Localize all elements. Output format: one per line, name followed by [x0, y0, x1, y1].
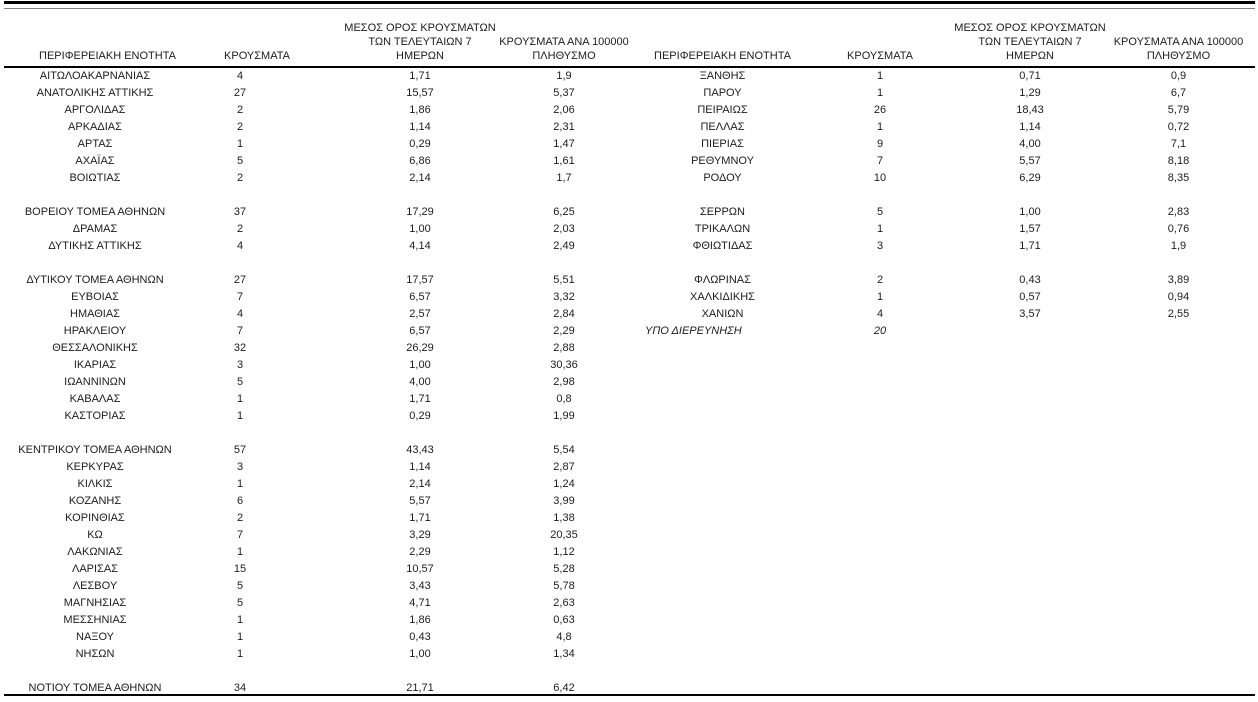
per100k-cell: 5,51: [553, 274, 575, 286]
cases-cell: 1: [876, 223, 884, 235]
avg7-cell: [295, 187, 545, 204]
avg7-cell: 2,14: [409, 478, 431, 490]
avg7-cell: 1,71: [409, 70, 431, 82]
region-cell: ΙΚΑΡΙΑΣ: [73, 359, 117, 371]
per100k-cell: [545, 663, 628, 680]
per100k-cell: 2,88: [553, 342, 575, 354]
per100k-cell: 2,63: [553, 597, 575, 609]
cases-cell: 4: [236, 70, 244, 82]
per100k-cell: 5,37: [553, 87, 575, 99]
region-cell: ΜΑΓΝΗΣΙΑΣ: [63, 597, 127, 609]
per100k-cell: [1100, 255, 1257, 272]
avg7-cell: 18,43: [1016, 104, 1044, 116]
cases-cell: 7: [236, 325, 244, 337]
cases-cell: [800, 255, 960, 272]
per100k-cell: [545, 255, 628, 272]
per100k-cell: 2,29: [553, 325, 575, 337]
cases-cell: 6: [236, 495, 244, 507]
region-cell: ΡΟΔΟΥ: [703, 172, 742, 184]
cases-cell: 5: [236, 155, 244, 167]
per100k-cell: 0,8: [556, 393, 572, 405]
cases-cell: [185, 187, 295, 204]
region-cell: ΑΙΤΩΛΟΑΚΑΡΝΑΝΙΑΣ: [39, 70, 151, 82]
per100k-cell: 8,18: [1167, 155, 1190, 167]
avg7-cell: 2,29: [409, 546, 431, 558]
per100k-cell: 1,24: [553, 478, 575, 490]
avg7-cell: 0,43: [1019, 274, 1041, 286]
table-row: [645, 238, 1257, 255]
per100k-cell: 1,12: [553, 546, 575, 558]
cases-cell: 7: [876, 155, 884, 167]
column-header-cases: ΚΡΟΥΣΜΑΤΑ: [847, 50, 913, 62]
region-cell: ΥΠΟ ΔΙΕΡΕΥΝΗΣΗ: [645, 325, 742, 337]
cases-cell: 20: [873, 325, 887, 337]
per100k-cell: 20,35: [550, 529, 578, 541]
table-row: [5, 221, 628, 238]
avg7-cell: 1,86: [409, 104, 431, 116]
spacer-row: [645, 255, 1257, 272]
avg7-cell: [295, 255, 545, 272]
table-row: [5, 612, 628, 629]
table-row: [5, 527, 628, 544]
avg7-cell: 4,14: [409, 240, 431, 252]
table-row: [5, 374, 628, 391]
left-table-body: [5, 68, 628, 697]
per100k-cell: 1,99: [553, 410, 575, 422]
per100k-cell: 4,8: [556, 631, 572, 643]
cases-cell: 1: [876, 291, 884, 303]
per100k-cell: 3,89: [1167, 274, 1190, 286]
region-cell: ΚΟΖΑΝΗΣ: [68, 495, 122, 507]
cases-cell: 3: [876, 240, 884, 252]
table-row: [5, 476, 628, 493]
spacer-row: [645, 187, 1257, 204]
cases-cell: 4: [236, 308, 244, 320]
region-cell: ΛΕΣΒΟΥ: [72, 580, 118, 592]
region-cell: ΣΕΡΡΩΝ: [700, 206, 745, 218]
per100k-cell: 2,55: [1167, 308, 1190, 320]
avg7-cell: 1,71: [1019, 240, 1041, 252]
per100k-cell: 8,35: [1167, 172, 1190, 184]
region-cell: ΤΡΙΚΑΛΩΝ: [694, 223, 751, 235]
cases-cell: 37: [233, 206, 247, 218]
column-header-cases: ΚΡΟΥΣΜΑΤΑ: [224, 50, 290, 62]
per100k-cell: 3,99: [553, 495, 575, 507]
avg7-cell: [960, 187, 1100, 204]
region-cell: ΔΥΤΙΚΗΣ ΑΤΤΙΚΗΣ: [48, 240, 142, 252]
avg7-cell: 6,29: [1019, 172, 1041, 184]
table-row: [645, 119, 1257, 136]
avg7-cell: 5,57: [409, 495, 431, 507]
region-cell: ΑΝΑΤΟΛΙΚΗΣ ΑΤΤΙΚΗΣ: [36, 87, 154, 99]
per100k-cell: 0,63: [553, 614, 575, 626]
region-cell: ΕΥΒΟΙΑΣ: [71, 291, 119, 303]
avg7-cell: 0,57: [1019, 291, 1041, 303]
region-cell: ΛΑΚΩΝΙΑΣ: [67, 546, 123, 558]
avg7-cell: 17,57: [406, 274, 434, 286]
cases-cell: 1: [236, 138, 244, 150]
table-row: [5, 595, 628, 612]
column-header-region: ΠΕΡΙΦΕΡΕΙΑΚΗ ΕΝΟΤΗΤΑ: [39, 50, 176, 62]
avg7-cell: 1,14: [409, 461, 431, 473]
avg7-cell: 2,14: [409, 172, 431, 184]
cases-cell: 5: [236, 580, 244, 592]
region-cell: ΛΑΡΙΣΑΣ: [71, 563, 118, 575]
table-row: [5, 68, 628, 85]
per100k-cell: 6,42: [553, 682, 575, 694]
avg7-cell: [960, 255, 1100, 272]
table-row: [645, 68, 1257, 85]
cases-cell: 10: [873, 172, 887, 184]
avg7-cell: 10,57: [406, 563, 434, 575]
per100k-cell: 1,34: [553, 648, 575, 660]
per100k-cell: 6,25: [553, 206, 575, 218]
per100k-cell: 1,61: [553, 155, 575, 167]
region-cell: ΚΙΛΚΙΣ: [77, 478, 113, 490]
avg7-cell: 0,29: [409, 138, 431, 150]
region-cell: ΜΕΣΣΗΝΙΑΣ: [63, 614, 127, 626]
right-table-body: [645, 68, 1257, 340]
region-cell: ΠΙΕΡΙΑΣ: [701, 138, 744, 150]
avg7-cell: 0,71: [1019, 70, 1041, 82]
region-cell: ΑΡΤΑΣ: [77, 138, 113, 150]
table-row: [5, 510, 628, 527]
avg7-cell: 1,00: [409, 648, 431, 660]
cases-cell: [185, 425, 295, 442]
per100k-cell: 5,78: [553, 580, 575, 592]
region-cell: [5, 663, 185, 680]
avg7-cell: 26,29: [406, 342, 434, 354]
per100k-cell: 5,79: [1167, 104, 1190, 116]
region-cell: ΗΡΑΚΛΕΙΟΥ: [63, 325, 127, 337]
region-cell: ΙΩΑΝΝΙΝΩΝ: [64, 376, 126, 388]
column-header-per100k: ΚΡΟΥΣΜΑΤΑ ΑΝΑ 100000 ΠΛΗΘΥΣΜΟ: [1113, 36, 1244, 62]
cases-cell: 9: [876, 138, 884, 150]
table-row: [645, 136, 1257, 153]
region-cell: ΠΕΙΡΑΙΩΣ: [697, 104, 748, 116]
table-row: [5, 629, 628, 646]
region-cell: [5, 425, 185, 442]
table-row: [645, 323, 1257, 340]
region-cell: ΗΜΑΘΙΑΣ: [70, 308, 120, 320]
avg7-cell: 1,00: [1019, 206, 1041, 218]
cases-cell: 1: [236, 631, 244, 643]
table-row: [645, 306, 1257, 323]
per100k-cell: 5,28: [553, 563, 575, 575]
per100k-cell: [545, 425, 628, 442]
cases-cell: 7: [236, 529, 244, 541]
region-cell: ΔΥΤΙΚΟΥ ΤΟΜΕΑ ΑΘΗΝΩΝ: [26, 274, 164, 286]
region-cell: ΠΑΡΟΥ: [703, 87, 742, 99]
cases-cell: 34: [233, 682, 247, 694]
region-cell: ΦΘΙΩΤΙΔΑΣ: [692, 240, 753, 252]
table-row: [5, 170, 628, 187]
table-row: [645, 170, 1257, 187]
table-row: [5, 340, 628, 357]
per100k-cell: 6,7: [1170, 87, 1187, 99]
avg7-cell: 3,57: [1019, 308, 1041, 320]
avg7-cell: 1,00: [409, 223, 431, 235]
cases-cell: [185, 663, 295, 680]
per100k-cell: 1,9: [1170, 240, 1187, 252]
cases-cell: [185, 255, 295, 272]
avg7-cell: 3,29: [409, 529, 431, 541]
per100k-cell: 1,47: [553, 138, 575, 150]
region-cell: ΡΕΘΥΜΝΟΥ: [691, 155, 754, 167]
avg7-cell: 21,71: [406, 682, 434, 694]
cases-cell: 7: [236, 291, 244, 303]
avg7-cell: 1,29: [1019, 87, 1041, 99]
table-row: [5, 442, 628, 459]
table-row: [645, 221, 1257, 238]
cases-cell: 2: [876, 274, 884, 286]
per100k-cell: 5,54: [553, 444, 575, 456]
per100k-cell: 2,06: [553, 104, 575, 116]
column-header-avg7: ΜΕΣΟΣ ΟΡΟΣ ΚΡΟΥΣΜΑΤΩΝ ΤΩΝ ΤΕΛΕΥΤΑΙΩΝ 7 ΗΜΕΡΩΝ: [954, 22, 1106, 62]
per100k-cell: 30,36: [550, 359, 578, 371]
table-row: [5, 391, 628, 408]
spacer-row: [5, 255, 628, 272]
per100k-cell: [1100, 323, 1257, 340]
avg7-cell: 1,86: [409, 614, 431, 626]
cases-cell: 3: [236, 359, 244, 371]
region-cell: ΔΡΑΜΑΣ: [72, 223, 118, 235]
avg7-cell: 4,00: [409, 376, 431, 388]
avg7-cell: [960, 323, 1100, 340]
table-row: [645, 272, 1257, 289]
cases-cell: 2: [236, 121, 244, 133]
cases-cell: 1: [236, 546, 244, 558]
cases-table-right: [645, 0, 1257, 340]
region-cell: ΒΟΡΕΙΟΥ ΤΟΜΕΑ ΑΘΗΝΩΝ: [24, 206, 166, 218]
avg7-cell: 6,57: [409, 325, 431, 337]
per100k-cell: 0,94: [1167, 291, 1190, 303]
column-header-per100k: ΚΡΟΥΣΜΑΤΑ ΑΝΑ 100000 ΠΛΗΘΥΣΜΟ: [499, 36, 629, 62]
avg7-cell: 5,57: [1019, 155, 1041, 167]
table-row: [5, 408, 628, 425]
cases-cell: 1: [236, 410, 244, 422]
avg7-cell: 3,43: [409, 580, 431, 592]
region-cell: ΑΧΑΪΑΣ: [75, 155, 115, 167]
avg7-cell: 4,00: [1019, 138, 1041, 150]
spacer-row: [5, 663, 628, 680]
cases-cell: 2: [236, 512, 244, 524]
cases-cell: 15: [233, 563, 247, 575]
region-cell: ΚΑΒΑΛΑΣ: [69, 393, 121, 405]
per100k-cell: 3,32: [553, 291, 575, 303]
table-row: [5, 357, 628, 374]
region-cell: ΦΛΩΡΙΝΑΣ: [694, 274, 751, 286]
cases-cell: 2: [236, 104, 244, 116]
table-row: [5, 136, 628, 153]
per100k-cell: 1,7: [556, 172, 572, 184]
table-row: [5, 578, 628, 595]
cases-cell: 26: [873, 104, 887, 116]
avg7-cell: 1,00: [409, 359, 431, 371]
region-cell: ΑΡΚΑΔΙΑΣ: [68, 121, 122, 133]
table-row: [5, 204, 628, 221]
avg7-cell: 15,57: [406, 87, 434, 99]
per100k-cell: 2,03: [553, 223, 575, 235]
cases-cell: 32: [233, 342, 247, 354]
table-row: [5, 323, 628, 340]
per100k-cell: 0,72: [1167, 121, 1190, 133]
cases-cell: 1: [236, 614, 244, 626]
table-row: [645, 289, 1257, 306]
table-row: [645, 204, 1257, 221]
region-cell: ΞΑΝΘΗΣ: [699, 70, 746, 82]
table-row: [5, 85, 628, 102]
table-row: [645, 85, 1257, 102]
region-cell: ΚΕΝΤΡΙΚΟΥ ΤΟΜΕΑ ΑΘΗΝΩΝ: [18, 444, 172, 456]
avg7-cell: 1,14: [409, 121, 431, 133]
region-cell: ΠΕΛΛΑΣ: [700, 121, 745, 133]
cases-cell: 57: [233, 444, 247, 456]
avg7-cell: 1,14: [1019, 121, 1041, 133]
cases-cell: 5: [876, 206, 884, 218]
per100k-cell: 1,9: [556, 70, 572, 82]
cases-cell: 5: [236, 597, 244, 609]
header-row: [645, 0, 1257, 68]
table-row: [5, 646, 628, 663]
cases-cell: 4: [876, 308, 884, 320]
per100k-cell: 2,87: [553, 461, 575, 473]
cases-cell: 3: [236, 461, 244, 473]
per100k-cell: 2,84: [553, 308, 575, 320]
header-row: [5, 0, 628, 68]
region-cell: ΚΟΡΙΝΘΙΑΣ: [65, 512, 125, 524]
cases-cell: 2: [236, 172, 244, 184]
table-row: [5, 459, 628, 476]
cases-cell: 4: [236, 240, 244, 252]
avg7-cell: 4,71: [409, 597, 431, 609]
table-row: [5, 153, 628, 170]
region-cell: ΧΑΛΚΙΔΙΚΗΣ: [690, 291, 755, 303]
table-row: [645, 153, 1257, 170]
table-row: [5, 272, 628, 289]
table-row: [5, 119, 628, 136]
per100k-cell: 2,31: [553, 121, 575, 133]
region-cell: [5, 187, 185, 204]
cases-cell: 1: [876, 87, 884, 99]
region-cell: ΚΑΣΤΟΡΙΑΣ: [64, 410, 126, 422]
table-row: [5, 493, 628, 510]
cases-cell: [800, 187, 960, 204]
avg7-cell: 6,86: [409, 155, 431, 167]
region-cell: ΝΟΤΙΟΥ ΤΟΜΕΑ ΑΘΗΝΩΝ: [28, 682, 162, 694]
avg7-cell: [295, 425, 545, 442]
avg7-cell: 1,57: [1019, 223, 1041, 235]
region-cell: ΘΕΣΣΑΛΟΝΙΚΗΣ: [52, 342, 138, 354]
per100k-cell: 2,98: [553, 376, 575, 388]
avg7-cell: 1,71: [409, 393, 431, 405]
table-row: [5, 544, 628, 561]
table-row: [5, 561, 628, 578]
region-cell: [5, 255, 185, 272]
region-cell: ΧΑΝΙΩΝ: [701, 308, 744, 320]
cases-cell: 27: [233, 87, 247, 99]
column-header-region: ΠΕΡΙΦΕΡΕΙΑΚΗ ΕΝΟΤΗΤΑ: [654, 50, 791, 62]
region-cell: [645, 255, 800, 272]
avg7-cell: 0,43: [409, 631, 431, 643]
per100k-cell: 0,9: [1170, 70, 1187, 82]
cases-cell: 5: [236, 376, 244, 388]
avg7-cell: [295, 663, 545, 680]
cases-cell: 27: [233, 274, 247, 286]
avg7-cell: 1,71: [409, 512, 431, 524]
region-cell: ΒΟΙΩΤΙΑΣ: [69, 172, 121, 184]
per100k-cell: 2,83: [1167, 206, 1190, 218]
avg7-cell: 6,57: [409, 291, 431, 303]
region-cell: ΚΩ: [87, 529, 103, 541]
cases-cell: 1: [236, 648, 244, 660]
region-cell: [645, 187, 800, 204]
per100k-cell: 1,38: [553, 512, 575, 524]
cases-cell: 1: [876, 121, 884, 133]
per100k-cell: 7,1: [1170, 138, 1187, 150]
table-row: [645, 102, 1257, 119]
region-cell: ΑΡΓΟΛΙΔΑΣ: [64, 104, 126, 116]
cases-cell: 2: [236, 223, 244, 235]
cases-cell: 1: [236, 478, 244, 490]
table-row: [5, 238, 628, 255]
table-row: [5, 680, 628, 697]
per100k-cell: [1100, 187, 1257, 204]
cases-table-left: [5, 0, 628, 697]
table-row: [5, 306, 628, 323]
column-header-avg7: ΜΕΣΟΣ ΟΡΟΣ ΚΡΟΥΣΜΑΤΩΝ ΤΩΝ ΤΕΛΕΥΤΑΙΩΝ 7 ΗΜΕΡΩΝ: [344, 22, 496, 62]
cases-cell: 1: [876, 70, 884, 82]
avg7-cell: 17,29: [406, 206, 434, 218]
region-cell: ΚΕΡΚΥΡΑΣ: [66, 461, 124, 473]
per100k-cell: [545, 187, 628, 204]
avg7-cell: 0,29: [409, 410, 431, 422]
per100k-cell: 2,49: [553, 240, 575, 252]
avg7-cell: 2,57: [409, 308, 431, 320]
region-cell: ΝΑΞΟΥ: [76, 631, 114, 643]
region-cell: ΝΗΣΩΝ: [75, 648, 115, 660]
spacer-row: [5, 187, 628, 204]
table-row: [5, 102, 628, 119]
spacer-row: [5, 425, 628, 442]
per100k-cell: 0,76: [1167, 223, 1190, 235]
table-row: [5, 289, 628, 306]
cases-cell: 1: [236, 393, 244, 405]
avg7-cell: 43,43: [406, 444, 434, 456]
